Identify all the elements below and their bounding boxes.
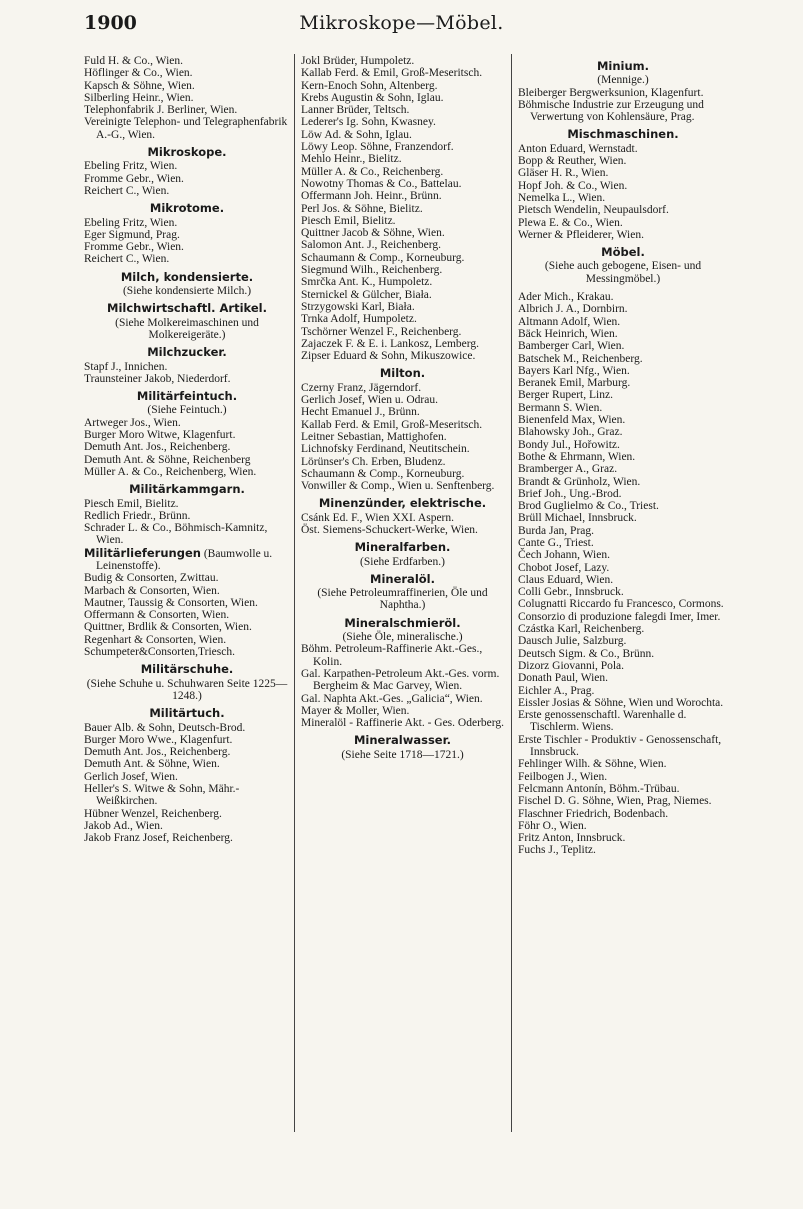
directory-entry: Mayer & Moller, Wien.	[301, 704, 410, 717]
directory-entry: Mehlo Heinr., Bielitz.	[301, 153, 402, 166]
cross-reference-note: (Siehe Erdfarben.)	[360, 555, 445, 568]
directory-entry: Lörünser's Ch. Erben, Bludenz.	[301, 455, 446, 468]
directory-entry: Gerlich Josef, Wien u. Odrau.	[301, 394, 438, 407]
directory-entry: Berger Rupert, Linz.	[518, 389, 613, 402]
directory-entry: Artweger Jos., Wien.	[84, 416, 181, 429]
directory-entry: Colugnatti Riccardo fu Francesco, Cormons.	[518, 598, 724, 611]
directory-entry: Ebeling Fritz, Wien.	[84, 160, 178, 173]
section-heading: Mineralöl.	[370, 571, 435, 586]
directory-entry: Flaschner Friedrich, Bodenbach.	[518, 807, 669, 820]
directory-entry: Eger Sigmund, Prag.	[84, 228, 180, 241]
directory-entry: Claus Eduard, Wien.	[518, 573, 614, 586]
directory-entry: Anton Eduard, Wernstadt.	[518, 142, 638, 155]
directory-entry: Bermann S. Wien.	[518, 401, 603, 414]
directory-entry: Strzygowski Karl, Biała.	[301, 300, 415, 313]
directory-entry: Böhmische Industrie zur Erzeugung und Verwertung von Kohlensäure, Prag.	[518, 98, 704, 124]
directory-entry: Fromme Gebr., Wien.	[84, 241, 184, 254]
directory-entry: Fuchs J., Teplitz.	[518, 844, 596, 857]
directory-entry: Burda Jan, Prag.	[518, 524, 595, 537]
directory-entry: Gal. Karpathen-Petroleum Akt.-Ges. vorm. Bergheim & Mac Garvey, Wien.	[301, 667, 500, 693]
directory-entry: Mautner, Taussig & Consorten, Wien.	[84, 596, 258, 609]
directory-entry: Kallab Ferd. & Emil, Groß-Meseritsch.	[301, 418, 483, 431]
directory-entry: Eichler A., Prag.	[518, 684, 595, 697]
directory-entry: Bothe & Ehrmann, Wien.	[518, 450, 636, 463]
directory-entry: Kapsch & Söhne, Wien.	[84, 79, 195, 92]
directory-entry: Budig & Consorten, Zwittau.	[84, 572, 219, 585]
directory-entry: Beranek Emil, Marburg.	[518, 377, 631, 390]
directory-entry: Hecht Emanuel J., Brünn.	[301, 406, 420, 419]
directory-entry: Kern-Enoch Sohn, Altenberg.	[301, 79, 438, 92]
directory-entry: Öst. Siemens-Schuckert-Werke, Wien.	[301, 523, 478, 536]
directory-entry: Müller A. & Co., Reichenberg, Wien.	[84, 465, 257, 478]
directory-entry: Vonwiller & Comp., Wien u. Senftenberg.	[301, 480, 495, 493]
directory-entry: Burger Moro Witwe, Klagenfurt.	[84, 429, 236, 442]
directory-entry: Lanner Brüder, Teltsch.	[301, 104, 410, 117]
section-heading-inline	[84, 547, 290, 573]
directory-entry: Krebs Augustin & Sohn, Iglau.	[301, 91, 444, 104]
directory-entry: Csánk Ed. F., Wien XXI. Aspern.	[301, 511, 455, 524]
directory-entry: Blahowsky Joh., Graz.	[518, 426, 623, 439]
section-heading: Möbel.	[601, 245, 645, 260]
directory-entry: Reichert C., Wien.	[84, 184, 170, 197]
directory-entry: Eissler Josias & Söhne, Wien und Worochta.	[518, 696, 724, 709]
section-heading: Militärfeintuch.	[136, 389, 238, 404]
directory-entry: Schumpeter&Consorten,Triesch.	[84, 646, 235, 659]
directory-entry: Silberling Heinr., Wien.	[84, 91, 194, 104]
directory-entry: Telephonfabrik J. Berliner, Wien.	[84, 104, 238, 117]
directory-entry: Bäck Heinrich, Wien.	[518, 327, 618, 340]
directory-entry: Erste Tischler - Produktiv - Genossenschaft, Innsbruck.	[518, 733, 722, 759]
directory-entry: Piesch Emil, Bielitz.	[84, 497, 179, 510]
section-heading: Militärschuhe.	[140, 662, 234, 677]
directory-entry: Schaumann & Comp., Korneuburg.	[301, 467, 465, 480]
cross-reference-note: (Siehe Seite 1718—1721.)	[341, 748, 464, 761]
directory-entry: Perl Jos. & Söhne, Bielitz.	[301, 202, 423, 215]
directory-entry: Höflinger & Co., Wien.	[84, 67, 193, 80]
cross-reference-note: (Mennige.)	[597, 74, 649, 87]
directory-entry: Gerlich Josef, Wien.	[84, 770, 178, 783]
directory-entry: Demuth Ant. Jos., Reichenberg.	[84, 441, 231, 454]
directory-entry: Altmann Adolf, Wien.	[518, 315, 621, 328]
directory-entry: Dausch Julie, Salzburg.	[518, 635, 627, 648]
directory-entry: Schaumann & Comp., Korneuburg.	[301, 251, 465, 264]
directory-entry: Chobot Josef, Lazy.	[518, 561, 610, 574]
directory-entry: Bopp & Reuther, Wien.	[518, 155, 627, 168]
section-heading: Milchzucker.	[147, 345, 227, 360]
page-number: 1900	[84, 12, 137, 34]
directory-entry: Bamberger Carl, Wien.	[518, 340, 625, 353]
directory-entry: Bramberger A., Graz.	[518, 463, 618, 476]
directory-entry: Quittner, Brdlik & Consorten, Wien.	[84, 621, 252, 634]
section-heading: Militärtuch.	[149, 706, 225, 721]
directory-entry: Böhm. Petroleum-Raffinerie Akt.-Ges., Kolin.	[301, 643, 483, 668]
directory-entry: Fritz Anton, Innsbruck.	[518, 832, 626, 845]
directory-entry: Fehlinger Wilh. & Söhne, Wien.	[518, 758, 667, 771]
cross-reference-note: (Siehe Schuhe u. Schuhwaren Seite 1225—1248.)	[86, 677, 288, 702]
directory-entry: Bondy Jul., Hořowitz.	[518, 438, 620, 451]
directory-entry: Brüll Michael, Innsbruck.	[518, 512, 637, 525]
cross-reference-note: (Siehe Feintuch.)	[147, 404, 227, 417]
directory-entry: Marbach & Consorten, Wien.	[84, 584, 220, 597]
directory-entry: Demuth Ant. Jos., Reichenberg.	[84, 746, 231, 759]
directory-entry: Tschörner Wenzel F., Reichenberg.	[301, 325, 462, 338]
directory-entry: Offermann & Consorten, Wien.	[84, 609, 230, 622]
directory-entry: Czástka Karl, Reichenberg.	[518, 623, 645, 636]
directory-entry: Donath Paul, Wien.	[518, 672, 609, 685]
directory-entry: Reichert C., Wien.	[84, 253, 170, 266]
directory-entry: Czerny Franz, Jägerndorf.	[301, 381, 422, 394]
directory-entry: Bayers Karl Nfg., Wien.	[518, 364, 630, 377]
directory-entry: Bleiberger Bergwerksunion, Klagenfurt.	[518, 86, 704, 99]
section-heading: Mikrotome.	[149, 201, 225, 216]
directory-entry: Cante G., Triest.	[518, 536, 594, 549]
directory-entry: Plewa E. & Co., Wien.	[518, 216, 623, 229]
directory-entry: Demuth Ant. & Söhne, Wien.	[84, 758, 220, 771]
directory-entry: Smrčka Ant. K., Humpoletz.	[301, 276, 433, 289]
column-rule	[511, 54, 512, 1132]
cross-reference-note: (Siehe auch gebogene, Eisen- und Messingmöbel.)	[544, 260, 702, 285]
section-heading: Milton.	[379, 366, 426, 381]
directory-entry: Gläser H. R., Wien.	[518, 167, 609, 180]
directory-entry: Regenhart & Consorten, Wien.	[84, 633, 227, 646]
directory-entry: Salomon Ant. J., Reichenberg.	[301, 239, 442, 252]
directory-column-2	[301, 55, 504, 761]
section-heading: Militärkammgarn.	[129, 482, 245, 497]
directory-entry: Brief Joh., Ung.-Brod.	[518, 487, 622, 500]
directory-entry: Nemelka L., Wien.	[518, 191, 606, 204]
section-heading: Mineralwasser.	[353, 733, 452, 748]
heading-note: (Baumwolle u. Leinenstoffe).	[96, 547, 273, 572]
directory-entry: Hübner Wenzel, Reichenberg.	[84, 807, 222, 820]
directory-entry: Brod Guglielmo & Co., Triest.	[518, 500, 659, 513]
directory-entry: Werner & Pfleiderer, Wien.	[518, 228, 644, 241]
directory-entry: Heller's S. Witwe & Sohn, Mähr.-Weißkirchen.	[84, 783, 240, 808]
section-heading: Minium.	[596, 59, 650, 73]
directory-entry: Erste genossenschaftl. Warenhalle d. Tischlerm. Wiens.	[518, 709, 687, 734]
section-heading: Mikroskope.	[147, 145, 227, 160]
directory-entry: Jakob Ad., Wien.	[84, 819, 163, 832]
directory-entry: Quittner Jacob & Söhne, Wien.	[301, 227, 445, 240]
directory-entry: Ebeling Fritz, Wien.	[84, 216, 178, 229]
directory-entry: Leitner Sebastian, Mattighofen.	[301, 430, 447, 443]
directory-entry: Fischel D. G. Söhne, Wien, Prag, Niemes.	[518, 795, 712, 808]
directory-entry: Consorzio di produzione falegdi Imer, Imer.	[518, 610, 721, 623]
directory-entry: Mineralöl - Raffinerie Akt. - Ges. Oderberg.	[301, 717, 505, 730]
directory-entry: Fuld H. & Co., Wien.	[84, 55, 183, 67]
section-heading: Mischmaschinen.	[567, 127, 679, 142]
directory-entry: Lederer's Ig. Sohn, Kwasney.	[301, 116, 436, 129]
directory-entry: Müller A. & Co., Reichenberg.	[301, 165, 444, 178]
directory-entry: Löw Ad. & Sohn, Iglau.	[301, 128, 412, 141]
directory-entry: Redlich Friedr., Brünn.	[84, 509, 191, 522]
directory-entry: Feilbogen J., Wien.	[518, 770, 608, 783]
directory-entry: Offermann Joh. Heinr., Brünn.	[301, 190, 442, 203]
directory-entry: Gal. Naphta Akt.-Ges. „Galicia“, Wien.	[301, 692, 483, 705]
section-heading: Minenzünder, elektrische.	[318, 496, 487, 511]
directory-column-1	[84, 55, 290, 845]
cross-reference-note: (Siehe kondensierte Milch.)	[122, 285, 252, 298]
directory-column-3	[518, 55, 728, 857]
directory-entry: Löwy Leop. Söhne, Franzendorf.	[301, 141, 454, 154]
directory-entry: Hopf Joh. & Co., Wien.	[518, 179, 628, 192]
directory-entry: Ader Mich., Krakau.	[518, 291, 614, 304]
directory-entry: Albrich J. A., Dornbirn.	[518, 303, 628, 316]
directory-entry: Bienenfeld Max, Wien.	[518, 414, 626, 427]
directory-entry: Burger Moro Wwe., Klagenfurt.	[84, 733, 233, 746]
section-heading: Militärlieferungen	[84, 545, 201, 560]
cross-reference-note: (Siehe Petroleumraffinerien, Öle und Naphtha.)	[317, 587, 488, 612]
directory-entry: Fromme Gebr., Wien.	[84, 172, 184, 185]
section-heading: Mineralfarben.	[354, 540, 451, 555]
directory-entry: Traunsteiner Jakob, Niederdorf.	[84, 372, 231, 385]
directory-entry: Piesch Emil, Bielitz.	[301, 214, 396, 227]
directory-entry: Dizorz Giovanni, Pola.	[518, 659, 625, 672]
directory-entry: Jakob Franz Josef, Reichenberg.	[84, 832, 233, 845]
cross-reference-note: (Siehe Molkereimaschinen und Molkereigeräte.)	[115, 316, 259, 341]
directory-entry: Deutsch Sigm. & Co., Brünn.	[518, 647, 655, 660]
directory-entry: Lichnofsky Ferdinand, Neutitschein.	[301, 443, 470, 456]
directory-entry: Zajaczek F. & E. i. Lankosz, Lemberg.	[301, 337, 480, 350]
section-heading: Milchwirtschaftl. Artikel.	[107, 301, 267, 316]
cross-reference-note: (Siehe Öle, mineralische.)	[342, 631, 463, 644]
page-header-title: Mikroskope—Möbel.	[299, 12, 504, 34]
directory-entry: Čech Johann, Wien.	[518, 549, 610, 562]
section-heading: Mineralschmieröl.	[344, 615, 461, 630]
directory-entry: Colli Gebr., Innsbruck.	[518, 586, 624, 599]
directory-entry: Sternickel & Gülcher, Biała.	[301, 288, 432, 301]
directory-entry: Nowotny Thomas & Co., Battelau.	[301, 177, 462, 190]
directory-entry: Jokl Brüder, Humpoletz.	[301, 55, 415, 67]
directory-entry: Brandt & Grünholz, Wien.	[518, 475, 641, 488]
directory-entry: Kallab Ferd. & Emil, Groß-Meseritsch.	[301, 67, 483, 80]
directory-entry: Demuth Ant. & Söhne, Reichenberg	[84, 453, 251, 466]
directory-entry: Föhr O., Wien.	[518, 819, 587, 832]
directory-entry: Siegmund Wilh., Reichenberg.	[301, 264, 443, 277]
directory-entry: Trnka Adolf, Humpoletz.	[301, 313, 417, 326]
directory-entry: Stapf J., Innichen.	[84, 360, 168, 373]
directory-entry: Felcmann Antonín, Böhm.-Trübau.	[518, 782, 680, 795]
directory-entry: Bauer Alb. & Sohn, Deutsch-Brod.	[84, 721, 246, 734]
directory-entry: Batschek M., Reichenberg.	[518, 352, 643, 365]
directory-entry: Pietsch Wendelin, Neupaulsdorf.	[518, 204, 669, 217]
directory-entry: Schrader L. & Co., Böhmisch-Kamnitz, Wien.	[84, 522, 268, 547]
section-heading: Milch, kondensierte.	[120, 269, 254, 284]
directory-entry: Zipser Eduard & Sohn, Mikuszowice.	[301, 350, 476, 363]
directory-entry: Vereinigte Telephon- und Telegraphenfabrik A.-G., Wien.	[84, 116, 288, 141]
column-rule	[294, 54, 295, 1132]
